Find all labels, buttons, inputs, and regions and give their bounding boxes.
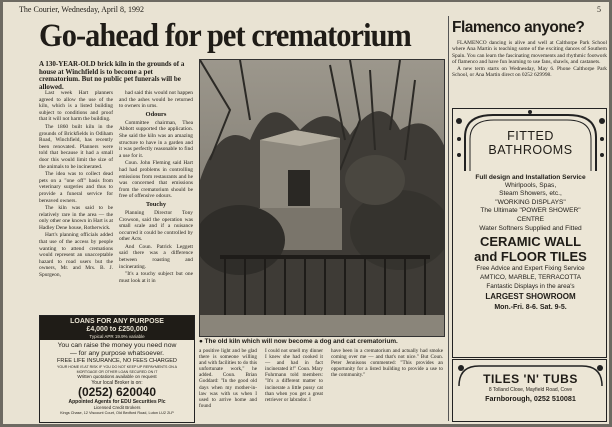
paragraph: Planning Director Tony Crowson, said the operation was small scale and if a nuisance occurred it could be controlled by other Acts.	[119, 209, 193, 243]
paragraph: had said this would not happen and the ashes would be returned to owners in urns.	[119, 90, 193, 110]
ad-big-line: and FLOOR TILES	[474, 249, 587, 264]
loans-apr: Typical APR 19.9% variable	[40, 334, 194, 340]
article-column-1	[39, 90, 113, 312]
headline: Go-ahead for pet crematorium	[39, 18, 411, 54]
loans-address: Kings Chase, 12 Viscount Court, Old Bedford Road, Luton LU2 2LP	[60, 410, 174, 415]
article-column-3: a positive light and be glad there is someone willing and with facilities to do this unfortunate work," he added. Coun. Brian Goddard: "In the good old days when my mother-in-law was with us when I used to arrive home and found	[199, 348, 257, 409]
ad-line: CENTRE	[516, 216, 545, 223]
bathrooms-advert	[452, 108, 607, 358]
flamenco-article	[452, 40, 607, 78]
paragraph: A new term starts on Wednesday, May 6. Phone Calthorpe Park School, or Ana Martin direct on 0252 629998.	[452, 65, 607, 79]
subheading: Odours	[145, 110, 167, 118]
paragraph: The kiln was said to be relatively rare in the area — the only other one known in Hart is at Hadley Dene house, Rotherwick.	[39, 205, 113, 231]
paragraph: Coun. John Fleming said Hart had had problems in controlling emissions from restaurants and he was concerned that emissions from the crematorium should be free of offensive odours.	[119, 160, 193, 200]
newspaper-page	[3, 2, 609, 424]
ad-line: Water Softners Supplied and Fitted	[479, 225, 582, 232]
shop-phone: Farnborough, 0252 510081	[485, 394, 576, 403]
photo-caption: ● The old kiln which will now become a dog and cat crematorium.	[199, 338, 398, 345]
paragraph: And Coun. Patrick Leggett said there was a difference between roasting and incinerating.	[119, 243, 193, 270]
kiln-photo-image	[200, 60, 445, 337]
page-number: 5	[597, 5, 601, 14]
column-divider	[448, 16, 449, 421]
paragraph: The 1860 built kiln in the grounds of Brickfields in Odiham Road, Winchfield, has recently been renovated. Planners were told that because it had a small door this would limit the size of the animals to be incinerated.	[39, 123, 113, 170]
paragraph: Last week Hart planners agreed to allow the use of the kiln, which is a listed building subject to conditions and proof that it will not harm the building.	[39, 90, 113, 123]
loans-advert	[39, 315, 195, 423]
paragraph: Committee chairman, Thea Abbott supported the application. She said the kiln was an amazing structure to have in a garden and it was perfectly reasonable to find a use for it.	[119, 119, 193, 159]
flamenco-headline: Flamenco anyone?	[452, 19, 585, 36]
kiln-photo	[199, 59, 445, 337]
loans-line: — for any purpose whatsoever.	[69, 350, 165, 357]
tiles-n-tubs-advert	[452, 359, 607, 422]
loans-banner: LOANS FOR ANY PURPOSE	[40, 316, 194, 326]
opening-hours: Mon.-Fri. 8-6. Sat. 9-5.	[494, 304, 567, 311]
bathrooms-title	[453, 129, 608, 157]
loans-amount: £4,000 to £250,000	[40, 326, 194, 334]
paragraph: The idea was to collect dead pets on a "one off" basis from veterinary surgeries and thus to provide a funeral service for bereaved owners.	[39, 171, 113, 204]
caption-text: The old kiln which will now become a dog and cat crematorium.	[204, 338, 398, 345]
ad-line: LARGEST SHOWROOM	[485, 292, 576, 301]
loans-line: FREE LIFE INSURANCE, NO FEES CHARGED	[57, 358, 177, 364]
ad-line: Whirlpools, Spas,	[504, 182, 557, 189]
ad-line: The Ultimate "POWER SHOWER"	[480, 207, 581, 214]
loans-line: Your local Broker is on:	[91, 380, 143, 386]
paragraph: "It's a touchy subject but one must look at it in	[119, 271, 193, 284]
ad-line: Full design and Installation Service	[475, 174, 586, 181]
paragraph: FLAMENCO dancing is alive and well at Calthorpe Park School where Ana Martin is teaching some of the exciting dances of Southern Spain. You can learn the fascinating movements and rhythmic footwork of flamenco and have fun learning to use fans, shawls, and castanets.	[452, 40, 607, 66]
shop-address: 8 Tolland Close, Mayfield Road, Cove	[488, 387, 573, 393]
article-column-5: have been in a crematorium and actually had smoke coming over me — and that's not nice." But Coun. Peter Jennisons commented: "This provides an opportunity for a listed building to provide a use to the community."	[331, 348, 443, 379]
shop-name: TILES 'N' TUBS	[483, 372, 578, 386]
loans-phone: (0252) 620040	[77, 385, 157, 399]
masthead: The Courier, Wednesday, April 8, 1992	[19, 5, 145, 14]
ad-line: Fantastic Displays in the area's	[486, 283, 575, 290]
paragraph: Hart's planning officials added that use of the access by people wanting to attend cremations would represent an unacceptable hazard to road users but the owners, Mr. and Mrs. B. J. Spurgeon,	[39, 232, 113, 279]
article-column-4: I could not smell my dinner I knew she had cooked it — and had in fact incinerated it!" Coun. Mary Fuhrmann told members: "It's a different matter to incinerate a little pussy cat than when you get a great retriever or labrador. I	[265, 348, 323, 403]
loans-risk-warning: YOUR HOME IS AT RISK IF YOU DO NOT KEEP UP REPAYMENTS ON A MORTGAGE OR OTHER LOAN SECURED ON IT	[56, 365, 178, 374]
loans-line: Written quotations available on request	[77, 374, 157, 379]
loans-line: You can raise the money you need now	[57, 342, 177, 349]
ad-line: "WORKING DISPLAYS"	[495, 199, 566, 206]
title-line: BATHROOMS	[488, 143, 573, 157]
subheading: Touchy	[145, 200, 167, 208]
ad-line: Steam Showers, etc.,	[499, 190, 562, 197]
ad-big-line: CERAMIC WALL	[479, 234, 582, 249]
loans-agent: Appointed Agents for EDU Securities Plc	[68, 399, 166, 405]
loans-licence: Licensed Credit Brokers	[93, 405, 141, 410]
ad-line: Free Advice and Expert Fixing Service	[476, 265, 585, 272]
title-line: FITTED	[507, 129, 554, 143]
article-lede: A 130-YEAR-OLD brick kiln in the grounds of a house at Winchfield is to become a pet crematorium. But no public pet funerals will be allowed.	[39, 60, 185, 91]
ad-line: AMTICO, MARBLE, TERRACOTTA	[480, 274, 581, 281]
article-column-2	[119, 90, 193, 312]
